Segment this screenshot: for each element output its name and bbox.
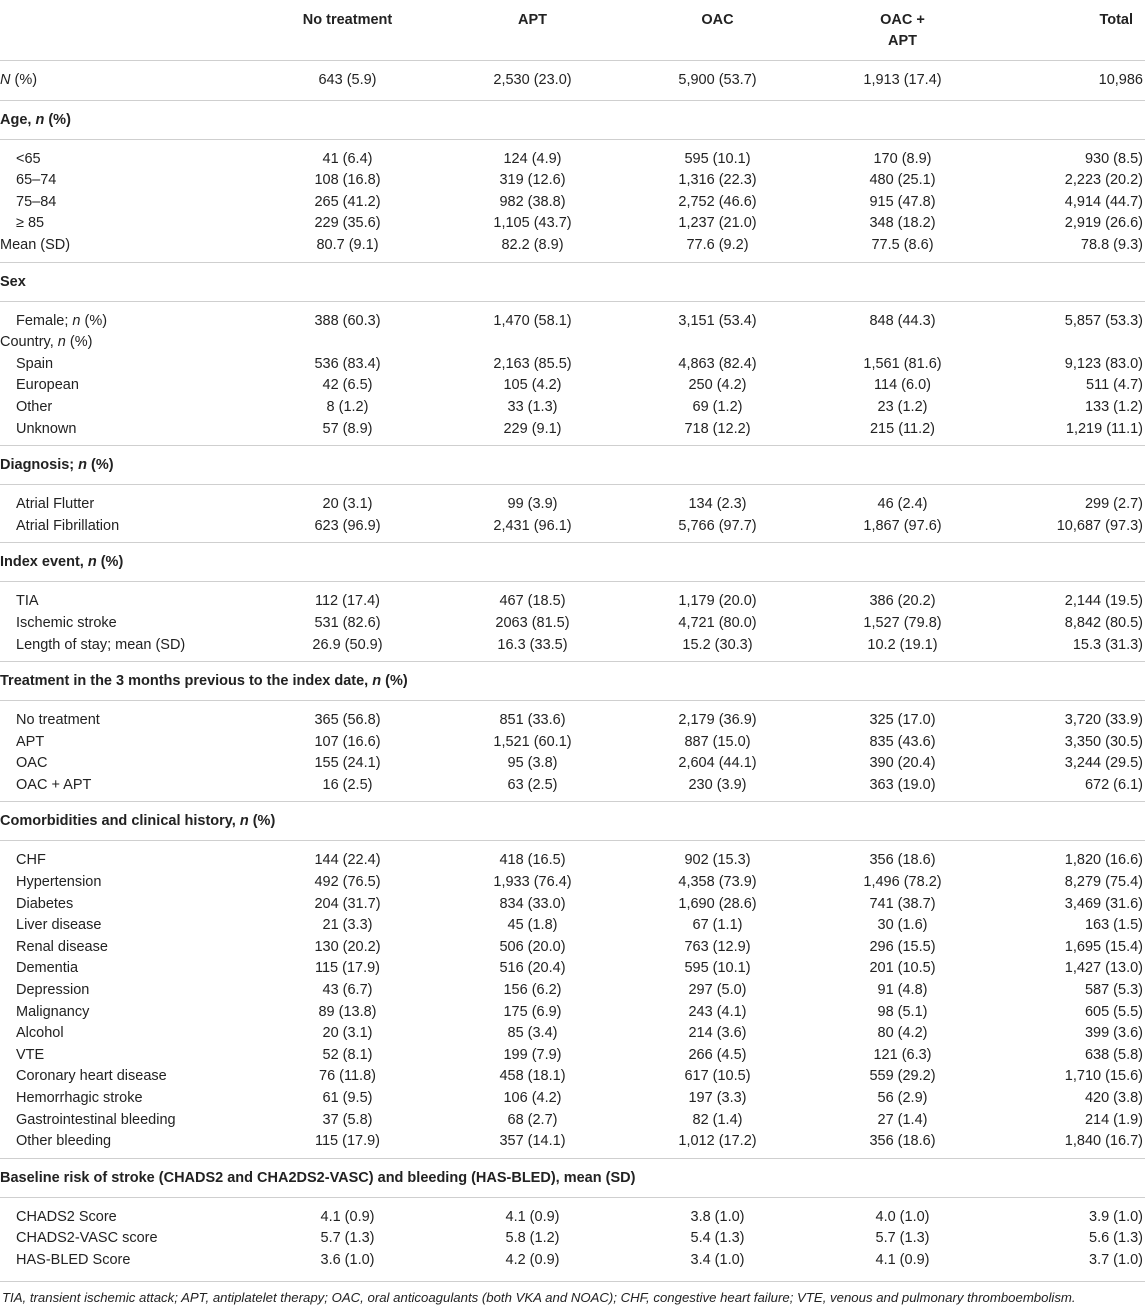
cell-oac-apt: 835 (43.6) <box>869 733 936 750</box>
cell-total: 1,820 (16.6) <box>1064 852 1143 869</box>
cell-oac-apt: 77.5 (8.6) <box>871 236 934 253</box>
table-header <box>0 0 1145 61</box>
cell-oac: 77.6 (9.2) <box>686 236 749 253</box>
cell-no-treatment: 115 (17.9) <box>314 960 381 977</box>
row-label: Depression <box>16 982 90 999</box>
cell-total: 3,350 (30.5) <box>1064 733 1143 750</box>
row-label: Other <box>16 398 53 415</box>
cell-total: 8,279 (75.4) <box>1064 874 1143 891</box>
cell-total: 1,710 (15.6) <box>1064 1068 1143 1085</box>
table-row <box>0 1045 1145 1067</box>
cell-oac-apt: 4.0 (1.0) <box>875 1208 930 1225</box>
cell-oac: 2,752 (46.6) <box>678 193 757 210</box>
cell-apt: 1,521 (60.1) <box>493 733 572 750</box>
cell-total: 638 (5.8) <box>1084 1046 1143 1063</box>
cell-oac-apt: 1,867 (97.6) <box>863 517 942 534</box>
table-row <box>0 170 1145 192</box>
cell-oac: 82 (1.4) <box>692 1111 743 1128</box>
cell-total <box>995 332 1145 354</box>
section-header-row <box>0 802 1145 841</box>
cell-no-treatment: 265 (41.2) <box>314 193 381 210</box>
cell-oac-apt: 5.7 (1.3) <box>875 1230 930 1247</box>
row-label: Unknown <box>16 420 77 437</box>
cell-total: 1,427 (13.0) <box>1064 960 1143 977</box>
cell-apt: 106 (4.2) <box>503 1090 562 1106</box>
table-row <box>0 958 1145 980</box>
cell-oac-apt: 356 (18.6) <box>869 852 936 869</box>
row-label: APT <box>16 733 45 750</box>
cell-total: 1,219 (11.1) <box>1065 420 1143 437</box>
cell-oac-apt: 80 (4.2) <box>877 1025 928 1042</box>
cell-no-treatment: 531 (82.6) <box>314 614 381 631</box>
cell-apt: 45 (1.8) <box>507 917 558 934</box>
cell-apt: 467 (18.5) <box>499 593 566 610</box>
cell-apt: 63 (2.5) <box>507 776 558 793</box>
table-row <box>0 139 1145 170</box>
cell-no-treatment: 144 (22.4) <box>314 852 381 869</box>
section-header-row <box>0 446 1145 485</box>
cell-total: 605 (5.5) <box>1084 1003 1143 1020</box>
cell-apt: 458 (18.1) <box>499 1068 566 1085</box>
section-header-row <box>0 262 1145 301</box>
cell-no-treatment: 41 (6.4) <box>322 150 373 167</box>
cell-total: 399 (3.6) <box>1084 1025 1143 1042</box>
cell-oac: 3,151 (53.4) <box>678 312 757 329</box>
table-row <box>0 213 1145 235</box>
cell-total: 10,986 <box>1098 72 1143 88</box>
cell-oac-apt: 356 (18.6) <box>869 1133 936 1150</box>
cell-total: 5,857 (53.3) <box>1064 312 1143 329</box>
section-header-row <box>0 1158 1145 1197</box>
section-title: Index event, n (%) <box>0 554 124 571</box>
cell-oac-apt: 325 (17.0) <box>869 712 936 729</box>
cell-oac-apt: 741 (38.7) <box>869 895 936 912</box>
header-row <box>0 0 1145 61</box>
section-title: Treatment in the 3 months previous to the index date, n (%) <box>0 673 408 690</box>
cell-oac: 718 (12.2) <box>684 420 751 437</box>
cell-oac-apt: 559 (29.2) <box>869 1068 936 1085</box>
cell-total: 511 (4.7) <box>1086 377 1143 394</box>
cell-oac-apt: 1,913 (17.4) <box>863 72 942 88</box>
cell-apt: 105 (4.2) <box>503 377 562 394</box>
cell-apt: 982 (38.8) <box>499 193 566 210</box>
table-row <box>0 872 1145 894</box>
cell-apt: 1,933 (76.4) <box>493 874 572 891</box>
row-label: Other bleeding <box>16 1133 112 1150</box>
cell-oac-apt: 480 (25.1) <box>869 172 936 189</box>
cell-apt: 5.8 (1.2) <box>505 1230 560 1247</box>
header-cell-label <box>0 0 255 61</box>
cell-oac: 134 (2.3) <box>688 496 747 513</box>
table-row <box>0 613 1145 635</box>
row-label: CHADS2-VASC score <box>16 1230 158 1247</box>
cell-oac: 617 (10.5) <box>684 1068 751 1085</box>
table-row <box>0 775 1145 802</box>
table-row <box>0 635 1145 662</box>
cell-oac-apt: 46 (2.4) <box>877 496 928 513</box>
row-label: Mean (SD) <box>0 236 71 253</box>
cell-apt: 99 (3.9) <box>507 496 558 513</box>
cell-no-treatment: 57 (8.9) <box>322 420 373 437</box>
table-body <box>0 61 1145 1277</box>
cell-no-treatment: 21 (3.3) <box>322 917 373 934</box>
cell-no-treatment: 107 (16.6) <box>314 733 381 750</box>
table-row <box>0 1110 1145 1132</box>
row-label: HAS-BLED Score <box>16 1251 131 1268</box>
table-row <box>0 937 1145 959</box>
cell-apt: 68 (2.7) <box>507 1111 558 1128</box>
cell-total: 930 (8.5) <box>1084 150 1143 167</box>
header-cell-4: OAC + APT <box>880 12 925 49</box>
cell-oac-apt: 848 (44.3) <box>869 312 936 329</box>
cell-no-treatment: 388 (60.3) <box>314 312 381 329</box>
section-title: Baseline risk of stroke (CHADS2 and CHA2DS2-VASC) and bleeding (HAS-BLED), mean (SD) <box>0 1169 636 1186</box>
cell-oac: 250 (4.2) <box>688 377 747 394</box>
table-row <box>0 235 1145 262</box>
cell-oac-apt: 1,527 (79.8) <box>863 614 942 631</box>
cell-no-treatment: 26.9 (50.9) <box>312 636 383 653</box>
cell-apt: 33 (1.3) <box>507 398 558 415</box>
cell-no-treatment: 89 (13.8) <box>318 1003 377 1020</box>
cell-no-treatment: 130 (20.2) <box>314 938 381 955</box>
cell-apt: 2,431 (96.1) <box>493 517 572 534</box>
cell-total: 2,144 (19.5) <box>1064 593 1143 610</box>
cell-oac: 4,721 (80.0) <box>678 614 757 631</box>
table-row <box>0 516 1145 543</box>
cell-apt: 95 (3.8) <box>507 755 558 772</box>
row-label: N (%) <box>0 72 38 88</box>
table-row <box>0 354 1145 376</box>
cell-apt: 2,530 (23.0) <box>493 72 572 88</box>
table-row <box>0 894 1145 916</box>
row-label: OAC <box>16 755 48 772</box>
row-label: 75–84 <box>16 193 57 210</box>
table-row <box>0 701 1145 732</box>
row-label: Country, n (%) <box>0 334 93 351</box>
cell-oac-apt: 296 (15.5) <box>869 938 936 955</box>
cell-no-treatment: 3.6 (1.0) <box>320 1251 375 1268</box>
cell-total: 2,223 (20.2) <box>1064 172 1143 189</box>
cell-apt: 357 (14.1) <box>499 1133 566 1150</box>
cell-no-treatment: 4.1 (0.9) <box>320 1208 375 1225</box>
cell-oac-apt: 98 (5.1) <box>877 1003 928 1020</box>
row-label: No treatment <box>16 712 100 729</box>
cell-apt: 85 (3.4) <box>507 1025 558 1042</box>
table-row <box>0 485 1145 516</box>
cell-oac: 214 (3.6) <box>688 1025 747 1042</box>
cell-oac: 69 (1.2) <box>692 398 743 415</box>
table-row <box>0 419 1145 446</box>
section-header-row <box>0 100 1145 139</box>
row-label: Dementia <box>16 960 79 977</box>
cell-oac-apt: 915 (47.8) <box>869 193 936 210</box>
cell-oac-apt: 363 (19.0) <box>869 776 936 793</box>
cell-oac: 1,316 (22.3) <box>678 172 757 189</box>
cell-total: 1,695 (15.4) <box>1064 938 1143 955</box>
cell-no-treatment: 42 (6.5) <box>322 377 373 394</box>
cell-apt: 199 (7.9) <box>503 1046 562 1063</box>
table-row <box>0 375 1145 397</box>
cell-oac: 15.2 (30.3) <box>682 636 753 653</box>
cell-oac-apt: 386 (20.2) <box>869 593 936 610</box>
header-cell-3: OAC <box>701 12 734 28</box>
cell-total: 15.3 (31.3) <box>1072 636 1143 653</box>
section-header-row <box>0 543 1145 582</box>
row-label: European <box>16 377 79 394</box>
cell-apt: 4.1 (0.9) <box>505 1208 560 1225</box>
cell-no-treatment: 37 (5.8) <box>322 1111 373 1128</box>
cell-apt: 319 (12.6) <box>499 172 566 189</box>
table-row <box>0 1228 1145 1250</box>
cell-oac <box>625 332 810 354</box>
cell-total: 9,123 (83.0) <box>1064 355 1143 372</box>
cell-oac: 1,012 (17.2) <box>678 1133 757 1150</box>
row-label: Length of stay; mean (SD) <box>16 636 186 653</box>
cell-oac: 1,690 (28.6) <box>678 895 757 912</box>
cell-total: 10,687 (97.3) <box>1056 517 1143 534</box>
cell-no-treatment: 492 (76.5) <box>314 874 381 891</box>
cell-oac-apt: 114 (6.0) <box>874 377 931 394</box>
cell-apt: 506 (20.0) <box>499 938 566 955</box>
cell-oac: 243 (4.1) <box>688 1003 747 1020</box>
cell-oac-apt: 390 (20.4) <box>869 755 936 772</box>
cell-no-treatment: 20 (3.1) <box>322 1025 373 1042</box>
section-header-row <box>0 662 1145 701</box>
cell-total: 5.6 (1.3) <box>1089 1230 1143 1247</box>
cell-oac-apt: 1,496 (78.2) <box>863 874 942 891</box>
table-row <box>0 301 1145 332</box>
cell-total: 299 (2.7) <box>1084 496 1143 513</box>
cell-oac: 3.4 (1.0) <box>690 1251 745 1268</box>
row-label: ≥ 85 <box>16 215 45 232</box>
cell-total: 78.8 (9.3) <box>1080 236 1143 253</box>
cell-total: 587 (5.3) <box>1084 982 1143 999</box>
section-title: Comorbidities and clinical history, n (%) <box>0 813 276 830</box>
cell-no-treatment: 155 (24.1) <box>314 755 381 772</box>
row-label: Atrial Fibrillation <box>16 517 120 534</box>
cell-apt: 1,105 (43.7) <box>493 215 572 232</box>
cell-oac: 1,237 (21.0) <box>678 215 757 232</box>
cell-oac: 297 (5.0) <box>688 982 747 999</box>
cell-oac: 887 (15.0) <box>684 733 751 750</box>
table-row <box>0 397 1145 419</box>
cell-oac-apt: 23 (1.2) <box>877 398 928 415</box>
table-row <box>0 980 1145 1002</box>
cell-oac: 595 (10.1) <box>684 960 751 977</box>
row-label: <65 <box>16 150 41 167</box>
cell-apt: 124 (4.9) <box>503 150 562 167</box>
row-label: Gastrointestinal bleeding <box>16 1111 176 1128</box>
cell-no-treatment: 20 (3.1) <box>322 496 373 513</box>
table-row <box>0 1023 1145 1045</box>
table-row <box>0 732 1145 754</box>
cell-no-treatment: 536 (83.4) <box>314 355 381 372</box>
cell-apt: 175 (6.9) <box>503 1003 562 1020</box>
cell-apt: 229 (9.1) <box>503 420 562 437</box>
cell-oac: 5.4 (1.3) <box>690 1230 745 1247</box>
table-row <box>0 192 1145 214</box>
section-title: Diagnosis; n (%) <box>0 457 114 474</box>
row-label: CHF <box>16 852 46 869</box>
cell-total: 163 (1.5) <box>1084 917 1143 934</box>
section-title: Age, n (%) <box>0 111 71 128</box>
cell-oac: 2,179 (36.9) <box>678 712 757 729</box>
header-cell-1: No treatment <box>302 12 393 28</box>
table-row <box>0 841 1145 872</box>
row-label: Hemorrhagic stroke <box>16 1090 143 1106</box>
cell-no-treatment: 61 (9.5) <box>322 1090 373 1106</box>
table-row <box>0 61 1145 101</box>
table-row <box>0 332 1145 354</box>
cell-total: 3.7 (1.0) <box>1089 1251 1143 1268</box>
cell-oac-apt: 30 (1.6) <box>877 917 928 934</box>
cell-no-treatment: 108 (16.8) <box>314 172 381 189</box>
cell-total: 420 (3.8) <box>1084 1090 1143 1106</box>
cell-oac: 4,863 (82.4) <box>678 355 757 372</box>
cell-oac-apt: 121 (6.3) <box>873 1046 932 1063</box>
row-label: Female; n (%) <box>16 312 108 329</box>
header-cell-2: APT <box>518 12 547 28</box>
cell-oac-apt: 56 (2.9) <box>877 1090 928 1106</box>
cell-no-treatment: 8 (1.2) <box>326 398 369 415</box>
cell-no-treatment: 5.7 (1.3) <box>320 1230 375 1247</box>
cell-apt: 82.2 (8.9) <box>501 236 564 253</box>
row-label: TIA <box>16 593 39 610</box>
cell-oac: 67 (1.1) <box>692 917 743 934</box>
table-row <box>0 1250 1145 1277</box>
cell-apt <box>440 332 625 354</box>
table-row <box>0 1088 1145 1110</box>
row-label: Diabetes <box>16 895 74 912</box>
cell-apt: 834 (33.0) <box>499 895 566 912</box>
cell-oac-apt <box>810 332 995 354</box>
cell-apt: 1,470 (58.1) <box>493 312 572 329</box>
cell-oac: 2,604 (44.1) <box>678 755 757 772</box>
cell-oac: 763 (12.9) <box>684 938 751 955</box>
row-label: Hypertension <box>16 874 102 891</box>
cell-total: 214 (1.9) <box>1084 1111 1143 1128</box>
cell-no-treatment: 115 (17.9) <box>314 1133 381 1150</box>
cell-no-treatment: 623 (96.9) <box>314 517 381 534</box>
cell-oac: 5,766 (97.7) <box>678 517 757 534</box>
cell-total: 3,469 (31.6) <box>1064 895 1143 912</box>
cell-no-treatment <box>255 332 440 354</box>
row-label: Alcohol <box>16 1025 64 1042</box>
row-label: Malignancy <box>16 1003 90 1020</box>
cell-no-treatment: 52 (8.1) <box>322 1046 373 1063</box>
cell-apt: 16.3 (33.5) <box>497 636 568 653</box>
header-cell-5: Total <box>1099 12 1133 28</box>
cell-oac: 230 (3.9) <box>688 776 747 793</box>
cell-total: 3,244 (29.5) <box>1064 755 1143 772</box>
table-row <box>0 1002 1145 1024</box>
cell-total: 1,840 (16.7) <box>1064 1133 1143 1150</box>
table-row <box>0 1197 1145 1228</box>
cell-no-treatment: 204 (31.7) <box>314 895 381 912</box>
row-label: Liver disease <box>16 917 102 934</box>
cell-oac: 1,179 (20.0) <box>678 593 757 610</box>
table-footnote: TIA, transient ischemic attack; APT, antiplatelet therapy; OAC, oral anticoagulants (both VKA and NOAC); CHF, congestive heart failure; VTE, venous and pulmonary thromboembolism. <box>0 1281 1145 1305</box>
cell-oac: 5,900 (53.7) <box>678 72 757 88</box>
cell-oac-apt: 1,561 (81.6) <box>863 355 942 372</box>
cell-no-treatment: 43 (6.7) <box>322 982 373 999</box>
cell-oac-apt: 201 (10.5) <box>869 960 936 977</box>
table-row <box>0 1131 1145 1158</box>
cell-no-treatment: 16 (2.5) <box>322 776 373 793</box>
cell-apt: 4.2 (0.9) <box>505 1251 560 1268</box>
row-label: Ischemic stroke <box>16 614 117 631</box>
cell-oac: 4,358 (73.9) <box>678 874 757 891</box>
section-title: Sex <box>0 273 26 290</box>
cell-total: 2,919 (26.6) <box>1064 215 1143 232</box>
cell-total: 8,842 (80.5) <box>1064 614 1143 631</box>
row-label: 65–74 <box>16 172 57 189</box>
cell-oac-apt: 215 (11.2) <box>869 420 936 437</box>
cell-no-treatment: 365 (56.8) <box>314 712 381 729</box>
cell-apt: 2063 (81.5) <box>495 614 570 631</box>
cell-no-treatment: 112 (17.4) <box>314 593 381 610</box>
row-label: Coronary heart disease <box>16 1068 167 1085</box>
cell-apt: 156 (6.2) <box>503 982 562 999</box>
row-label: VTE <box>16 1046 45 1063</box>
cell-total: 3.9 (1.0) <box>1089 1208 1143 1225</box>
cell-apt: 851 (33.6) <box>499 712 566 729</box>
cell-no-treatment: 76 (11.8) <box>319 1068 376 1085</box>
cell-total: 3,720 (33.9) <box>1064 712 1143 729</box>
cell-oac-apt: 348 (18.2) <box>869 215 936 232</box>
cell-oac: 3.8 (1.0) <box>690 1208 745 1225</box>
table-row <box>0 582 1145 613</box>
row-label: CHADS2 Score <box>16 1208 117 1225</box>
cell-apt: 418 (16.5) <box>499 852 566 869</box>
cell-oac-apt: 10.2 (19.1) <box>867 636 938 653</box>
cell-total: 4,914 (44.7) <box>1064 193 1143 210</box>
cell-oac: 902 (15.3) <box>684 852 751 869</box>
cell-oac-apt: 27 (1.4) <box>877 1111 928 1128</box>
cell-apt: 2,163 (85.5) <box>493 355 572 372</box>
row-label: Renal disease <box>16 938 108 955</box>
row-label: Atrial Flutter <box>16 496 95 513</box>
cell-oac: 266 (4.5) <box>688 1046 747 1063</box>
cell-no-treatment: 80.7 (9.1) <box>316 236 379 253</box>
cell-no-treatment: 643 (5.9) <box>318 72 377 88</box>
row-label: OAC + APT <box>16 776 92 793</box>
cell-total: 133 (1.2) <box>1084 398 1143 415</box>
cell-oac: 595 (10.1) <box>684 150 751 167</box>
table-row <box>0 1066 1145 1088</box>
cell-apt: 516 (20.4) <box>499 960 566 977</box>
cell-oac-apt: 170 (8.9) <box>873 150 932 167</box>
cell-oac-apt: 4.1 (0.9) <box>875 1251 930 1268</box>
cell-oac-apt: 91 (4.8) <box>877 982 928 999</box>
table-row <box>0 915 1145 937</box>
table-row <box>0 753 1145 775</box>
row-label: Spain <box>16 355 54 372</box>
cell-total: 672 (6.1) <box>1084 776 1143 793</box>
cell-oac: 197 (3.3) <box>688 1090 747 1106</box>
cell-no-treatment: 229 (35.6) <box>314 215 381 232</box>
